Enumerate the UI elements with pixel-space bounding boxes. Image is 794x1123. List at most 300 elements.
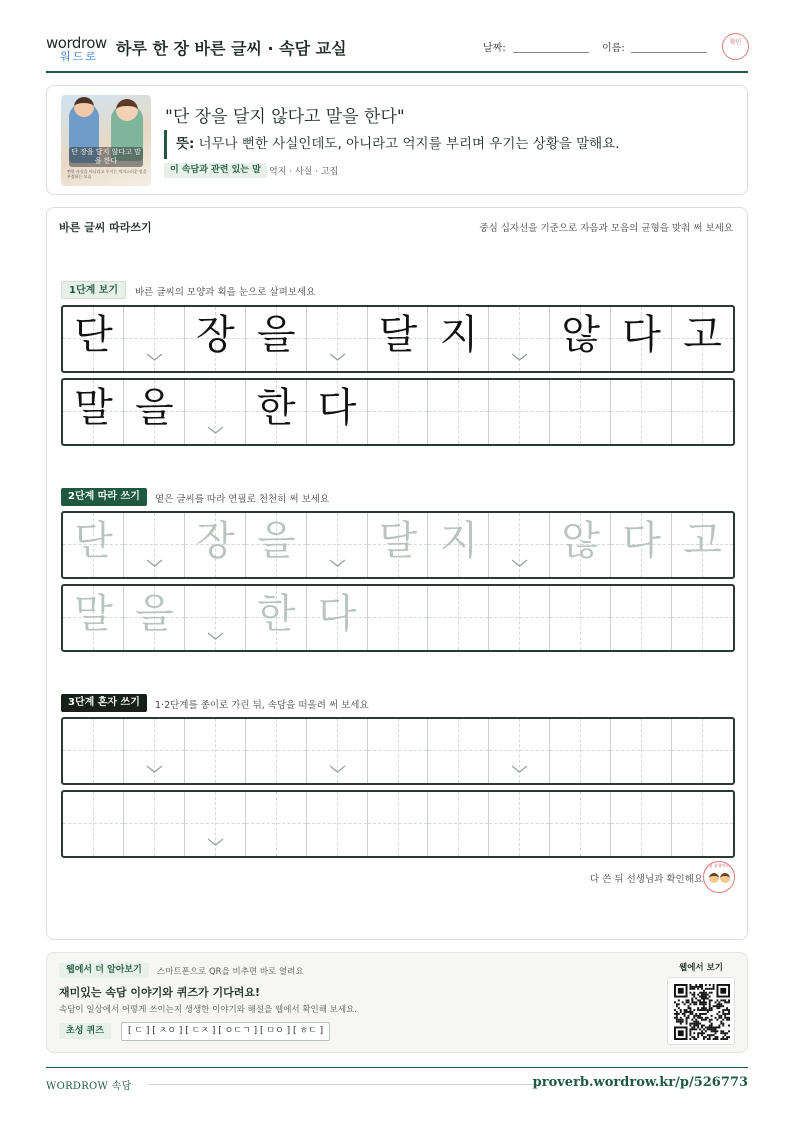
qr-module [674, 1013, 676, 1015]
qr-module [718, 1011, 720, 1013]
grid-character: 달 [378, 518, 418, 564]
qr-module [676, 1015, 678, 1017]
step2-label: 2단계 따라 쓰기 [61, 488, 147, 506]
qr-module [691, 998, 693, 1000]
qr-module [693, 1017, 695, 1019]
qr-module [715, 1036, 717, 1038]
footer-url[interactable]: proverb.wordrow.kr/p/526773 [532, 1075, 748, 1090]
qr-module [693, 1038, 695, 1040]
qr-module [711, 1034, 713, 1036]
qr-module [695, 984, 697, 986]
qr-module [689, 1009, 691, 1011]
qr-module [695, 1013, 697, 1015]
grid-cell[interactable] [550, 792, 611, 856]
grid-cell[interactable] [246, 792, 307, 856]
qr-module [699, 1003, 701, 1005]
date-label: 날짜: [483, 43, 506, 54]
qr-module [711, 1025, 713, 1027]
step1-label: 1단계 보기 [61, 281, 126, 299]
grid-cell[interactable] [63, 792, 124, 856]
grid-cell [246, 380, 307, 444]
qr-module [701, 984, 703, 986]
qr-module [718, 1017, 720, 1019]
qr-module [699, 1001, 701, 1003]
illustration-note: 뻔한 사실을 아니라고 우기는 억지스러운 말을 부정하는 모습 [67, 169, 147, 179]
qr-module [689, 992, 691, 994]
qr-module [703, 994, 705, 996]
grid-cell [428, 307, 489, 371]
qr-module [709, 1005, 711, 1007]
grid-cell[interactable] [185, 513, 246, 577]
qr-module [722, 1032, 724, 1034]
qr-module [689, 1034, 691, 1036]
qr-module [695, 1025, 697, 1027]
qr-module [693, 1023, 695, 1025]
qr-module [689, 1007, 691, 1009]
qr-module [718, 1026, 720, 1028]
grid-character: 말 [74, 385, 113, 431]
quiz-label: 초성 퀴즈 [59, 1023, 111, 1039]
qr-module [705, 1003, 707, 1005]
qr-module [703, 1025, 705, 1027]
qr-module [701, 1030, 703, 1032]
qr-module [709, 1001, 711, 1003]
qr-module [705, 1036, 707, 1038]
grid-cell[interactable] [124, 792, 185, 856]
qr-module [680, 1023, 682, 1025]
qr-module [711, 1026, 713, 1028]
grid-cell [63, 307, 124, 371]
qr-module [703, 1007, 705, 1009]
qr-module [718, 1005, 720, 1007]
qr-module [703, 1013, 705, 1015]
qr-module [716, 1003, 718, 1005]
grid-cell[interactable] [368, 792, 429, 856]
qr-module [680, 1011, 682, 1013]
qr-module [697, 1015, 699, 1017]
qr-module [697, 1007, 699, 1009]
qr-module [726, 1009, 728, 1011]
grid-character: 다 [317, 385, 357, 431]
qr-module [691, 988, 693, 990]
space-mark-icon [207, 630, 224, 641]
qr-module [688, 1007, 690, 1009]
stamp-face-left [709, 873, 719, 883]
qr-module [682, 1019, 684, 1021]
grid-cell[interactable] [428, 513, 489, 577]
qr-module [684, 1015, 686, 1017]
qr-module [676, 1019, 678, 1021]
qr-module [728, 1013, 730, 1015]
qr-module [713, 988, 715, 990]
qr-module [695, 1023, 697, 1025]
qr-module [728, 1009, 730, 1011]
qr-module [716, 1038, 718, 1040]
qr-module [705, 1030, 707, 1032]
qr-module [684, 1013, 686, 1015]
qr-module [686, 1023, 688, 1025]
qr-module [711, 1023, 713, 1025]
qr-module [701, 992, 703, 994]
grid-cell[interactable] [185, 586, 246, 650]
qr-module [701, 1017, 703, 1019]
qr-module [699, 984, 701, 986]
grid-cell[interactable] [550, 513, 611, 577]
grid-cell[interactable] [185, 719, 246, 783]
grid-cell [550, 380, 611, 444]
qr-module [691, 1011, 693, 1013]
grid-cell[interactable] [307, 513, 368, 577]
step1-row1 [61, 305, 735, 373]
grid-character: 고 [683, 518, 722, 564]
qr-module [676, 1003, 678, 1005]
practice-hint: 중심 십자선을 기준으로 자음과 모음의 균형을 맞춰 써 보세요 [479, 223, 733, 234]
qr-module [695, 986, 697, 988]
qr-instruction: 스마트폰으로 QR을 비추면 바로 열려요 [157, 967, 304, 977]
qr-module [707, 1038, 709, 1040]
qr-module [697, 988, 699, 990]
grid-character: 을 [135, 591, 174, 637]
qr-module [728, 999, 730, 1001]
grid-cell[interactable] [368, 513, 429, 577]
grid-cell[interactable] [124, 586, 185, 650]
qr-module [718, 1007, 720, 1009]
qr-module [715, 1038, 717, 1040]
qr-module [703, 1005, 705, 1007]
qr-module [701, 1007, 703, 1009]
qr-module [709, 1019, 711, 1021]
grid-cell [489, 380, 550, 444]
qr-module [697, 1025, 699, 1027]
grid-cell[interactable] [672, 513, 733, 577]
grid-character: 단 [74, 518, 113, 564]
qr-module [713, 1034, 715, 1036]
qr-module [693, 988, 695, 990]
grid-cell[interactable] [489, 792, 550, 856]
qr-module [684, 1009, 686, 1011]
qr-module [713, 986, 715, 988]
qr-module [709, 1036, 711, 1038]
grid-cell[interactable] [307, 586, 368, 650]
web-description: 속담이 일상에서 어떻게 쓰이는지 생생한 이야기와 해설을 웹에서 확인해 보세요. [59, 1005, 357, 1015]
teacher-check-note: 다 쓴 뒤 선생님과 확인해요 [590, 874, 704, 885]
step2-row2[interactable] [61, 584, 735, 652]
grid-character: 지 [439, 312, 479, 358]
qr-module [697, 986, 699, 988]
qr-module [676, 1017, 678, 1019]
qr-module [707, 1009, 709, 1011]
web-headline: 재미있는 속담 이야기와 퀴즈가 기다려요! [59, 986, 260, 999]
grid-character: 다 [622, 518, 661, 564]
qr-module [703, 1009, 705, 1011]
grid-cell [428, 380, 489, 444]
qr-module [693, 986, 695, 988]
qr-module [697, 1036, 699, 1038]
qr-module [707, 1017, 709, 1019]
qr-module [707, 1011, 709, 1013]
qr-module [726, 1032, 728, 1034]
qr-module [686, 1001, 688, 1003]
grid-cell [672, 380, 733, 444]
qr-module [693, 996, 695, 998]
qr-module [705, 996, 707, 998]
grid-cell[interactable] [489, 719, 550, 783]
qr-module [711, 1030, 713, 1032]
qr-module [728, 1030, 730, 1032]
qr-module [699, 999, 701, 1001]
qr-module [691, 994, 693, 996]
grid-cell[interactable] [246, 586, 307, 650]
grid-cell[interactable] [611, 586, 672, 650]
grid-cell[interactable] [428, 719, 489, 783]
qr-module [691, 1028, 693, 1030]
qr-module [718, 1003, 720, 1005]
qr-module [716, 1026, 718, 1028]
qr-module [724, 1034, 726, 1036]
qr-module [722, 1038, 724, 1040]
grid-character: 을 [135, 385, 174, 431]
grid-cell[interactable] [368, 586, 429, 650]
qr-module [691, 999, 693, 1001]
qr-module [720, 1021, 722, 1023]
grid-cell [307, 380, 368, 444]
qr-module [678, 988, 684, 994]
qr-module [707, 998, 709, 1000]
qr-module [709, 984, 711, 986]
grid-cell[interactable] [63, 586, 124, 650]
qr-module [695, 1019, 697, 1021]
grid-cell[interactable] [124, 513, 185, 577]
qr-module [688, 1005, 690, 1007]
grid-character: 달 [378, 312, 418, 358]
qr-module [722, 1036, 724, 1038]
qr-module [689, 1025, 691, 1027]
qr-module [703, 990, 705, 992]
grid-character: 않 [561, 312, 601, 358]
qr-module [711, 992, 713, 994]
space-mark-icon [146, 557, 163, 568]
qr-module [709, 1028, 711, 1030]
grid-character: 고 [683, 312, 722, 358]
qr-module [693, 1028, 695, 1030]
web-promo-box [46, 952, 748, 1053]
qr-module [697, 1034, 699, 1036]
qr-module [691, 1023, 693, 1025]
qr-module [722, 1013, 724, 1015]
qr-module [713, 1030, 715, 1032]
qr-module [699, 1023, 701, 1025]
qr-module [682, 1013, 684, 1015]
qr-module [724, 1013, 726, 1015]
grid-cell[interactable] [489, 586, 550, 650]
grid-cell[interactable] [185, 792, 246, 856]
grid-cell [550, 307, 611, 371]
qr-module [695, 1021, 697, 1023]
wordrow-logo [46, 34, 108, 64]
grid-cell[interactable] [124, 719, 185, 783]
qr-module [691, 1001, 693, 1003]
qr-module [701, 996, 703, 998]
qr-module [709, 988, 711, 990]
grid-cell[interactable] [489, 513, 550, 577]
space-mark-icon [146, 763, 163, 774]
qr-module [691, 1019, 693, 1021]
page-header [46, 30, 748, 73]
space-mark-icon [329, 351, 346, 362]
qr-module [701, 1009, 703, 1011]
qr-module [697, 1017, 699, 1019]
qr-module [678, 999, 680, 1001]
grid-cell[interactable] [611, 719, 672, 783]
qr-module [682, 1021, 684, 1023]
qr-module [715, 1032, 717, 1034]
qr-module [726, 1019, 728, 1021]
grid-character: 을 [256, 518, 296, 564]
qr-module [705, 1026, 707, 1028]
grid-character: 지 [439, 518, 479, 564]
grid-cell [124, 380, 185, 444]
grid-character: 을 [256, 312, 296, 358]
footer-divider [148, 1084, 538, 1085]
qr-module [726, 1007, 728, 1009]
grid-cell[interactable] [307, 719, 368, 783]
grid-cell [63, 380, 124, 444]
qr-module [701, 1003, 703, 1005]
qr-module [689, 988, 691, 990]
step3-label: 3단계 혼자 쓰기 [61, 694, 147, 712]
space-mark-icon [511, 351, 528, 362]
qr-module [689, 1011, 691, 1013]
name-field[interactable] [631, 52, 707, 53]
grid-cell[interactable] [428, 586, 489, 650]
qr-module [701, 1034, 703, 1036]
step3-desc: 1·2단계를 종이로 가린 뒤, 속담을 떠올려 써 보세요 [155, 700, 369, 711]
qr-module [691, 986, 693, 988]
qr-module [697, 1023, 699, 1025]
grid-cell[interactable] [63, 513, 124, 577]
qr-module [726, 1017, 728, 1019]
grid-cell[interactable] [672, 586, 733, 650]
qr-module [705, 1013, 707, 1015]
qr-module [709, 1021, 711, 1023]
qr-module [711, 1007, 713, 1009]
grid-cell [368, 307, 429, 371]
grid-cell[interactable] [368, 719, 429, 783]
qr-module [707, 1034, 709, 1036]
qr-module [689, 986, 691, 988]
qr-module [709, 992, 711, 994]
grid-cell[interactable] [611, 792, 672, 856]
qr-module [691, 1026, 693, 1028]
qr-module [724, 1015, 726, 1017]
qr-module [720, 988, 726, 994]
qr-module [726, 1013, 728, 1015]
qr-module [705, 1001, 707, 1003]
qr-module [682, 1001, 684, 1003]
step2-row1[interactable] [61, 511, 735, 579]
space-mark-icon [146, 351, 163, 362]
grid-cell[interactable] [550, 719, 611, 783]
qr-module [709, 1026, 711, 1028]
logo-text: wordrow [46, 34, 107, 52]
grid-cell[interactable] [550, 586, 611, 650]
qr-module [709, 1025, 711, 1027]
qr-module [726, 1038, 728, 1040]
grid-cell[interactable] [672, 792, 733, 856]
qr-module [695, 1015, 697, 1017]
grid-character: 장 [195, 518, 235, 564]
qr-code-icon[interactable] [667, 977, 735, 1045]
qr-module [724, 1038, 726, 1040]
initial-consonant-quiz: [ ㄷ ] [ ㅈㅇ ] [ ㄷㅈ ] [ ㅇㄷㄱ ] [ ㅁㅇ ] [ ㅎㄷ ] [121, 1022, 330, 1041]
qr-module [688, 1001, 690, 1003]
qr-module [699, 992, 701, 994]
qr-label: 웹에서 보기 [679, 963, 724, 973]
qr-module [678, 1013, 680, 1015]
qr-module [722, 1030, 724, 1032]
qr-module [728, 1025, 730, 1027]
step1-row2 [61, 378, 735, 446]
qr-module [722, 1019, 724, 1021]
qr-module [713, 1028, 715, 1030]
qr-module [726, 1001, 728, 1003]
qr-module [689, 1030, 691, 1032]
qr-module [688, 999, 690, 1001]
qr-module [699, 1032, 701, 1034]
page-title: 하루 한 장 바른 글씨 · 속담 교실 [116, 39, 347, 58]
grid-cell[interactable] [672, 719, 733, 783]
practice-panel [46, 207, 748, 940]
qr-module [724, 1032, 726, 1034]
good-job-stamp-text: 참 잘했어요 [708, 863, 730, 868]
qr-module [680, 1019, 682, 1021]
grid-cell[interactable] [63, 719, 124, 783]
qr-module [693, 1009, 695, 1011]
qr-module [693, 1001, 695, 1003]
qr-module [695, 1038, 697, 1040]
qr-module [676, 1005, 678, 1007]
qr-module [701, 1019, 703, 1021]
qr-module [703, 999, 705, 1001]
qr-module [678, 1019, 680, 1021]
grid-cell [185, 380, 246, 444]
qr-module [718, 1015, 720, 1017]
step3-row1[interactable] [61, 717, 735, 785]
qr-module [709, 1009, 711, 1011]
qr-module [705, 984, 707, 986]
grid-character: 한 [256, 385, 296, 431]
grid-cell[interactable] [307, 792, 368, 856]
grid-cell[interactable] [428, 792, 489, 856]
qr-module [724, 1009, 726, 1011]
grid-cell[interactable] [246, 719, 307, 783]
qr-module [705, 994, 707, 996]
qr-module [713, 1026, 715, 1028]
step3-row2[interactable] [61, 790, 735, 858]
qr-module [678, 1030, 684, 1036]
qr-module [713, 984, 715, 986]
qr-module [703, 1038, 705, 1040]
date-field[interactable] [513, 52, 589, 53]
grid-cell[interactable] [246, 513, 307, 577]
qr-module [720, 1032, 722, 1034]
qr-module [701, 1013, 703, 1015]
grid-cell[interactable] [611, 513, 672, 577]
qr-module [728, 1036, 730, 1038]
qr-module [722, 1025, 724, 1027]
qr-module [705, 992, 707, 994]
qr-module [705, 1007, 707, 1009]
